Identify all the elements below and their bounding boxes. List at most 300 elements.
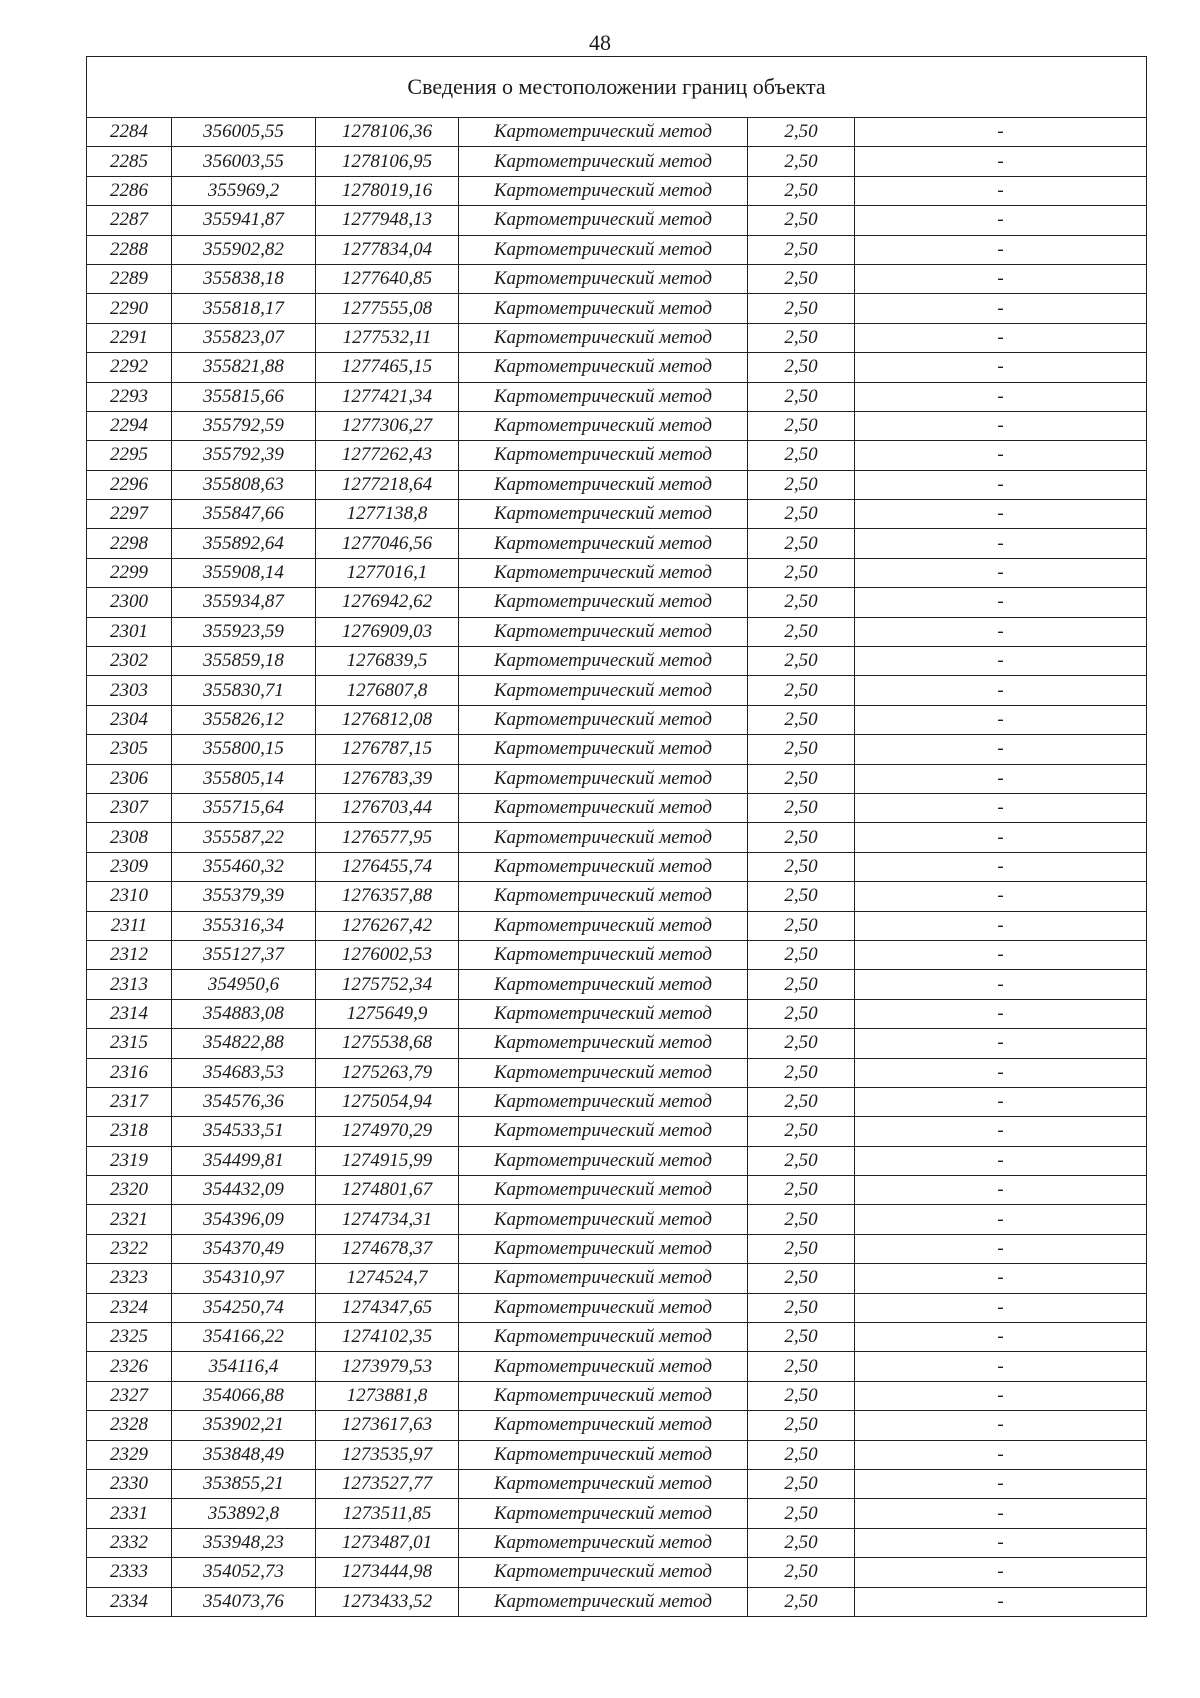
- method-cell: Картометрический метод: [459, 852, 748, 881]
- point-number-cell: 2286: [87, 176, 172, 205]
- x-coordinate-cell: 355838,18: [172, 264, 316, 293]
- table-row: [87, 118, 1147, 147]
- x-coordinate-cell: 355941,87: [172, 206, 316, 235]
- y-coordinate-cell: 1277218,64: [316, 470, 459, 499]
- method-cell: Картометрический метод: [459, 1411, 748, 1440]
- y-coordinate-cell: 1274347,65: [316, 1293, 459, 1322]
- method-cell: Картометрический метод: [459, 147, 748, 176]
- description-cell: -: [855, 1558, 1147, 1587]
- description-cell: -: [855, 852, 1147, 881]
- x-coordinate-cell: 355808,63: [172, 470, 316, 499]
- method-cell: Картометрический метод: [459, 940, 748, 969]
- accuracy-cell: 2,50: [748, 676, 855, 705]
- method-cell: Картометрический метод: [459, 1029, 748, 1058]
- y-coordinate-cell: 1277046,56: [316, 529, 459, 558]
- point-number-cell: 2331: [87, 1499, 172, 1528]
- method-cell: Картометрический метод: [459, 206, 748, 235]
- point-number-cell: 2287: [87, 206, 172, 235]
- point-number-cell: 2291: [87, 323, 172, 352]
- accuracy-cell: 2,50: [748, 1587, 855, 1616]
- accuracy-cell: 2,50: [748, 558, 855, 587]
- x-coordinate-cell: 353948,23: [172, 1528, 316, 1557]
- x-coordinate-cell: 354499,81: [172, 1146, 316, 1175]
- x-coordinate-cell: 354073,76: [172, 1587, 316, 1616]
- point-number-cell: 2317: [87, 1087, 172, 1116]
- y-coordinate-cell: 1274915,99: [316, 1146, 459, 1175]
- method-cell: Картометрический метод: [459, 323, 748, 352]
- x-coordinate-cell: 354066,88: [172, 1381, 316, 1410]
- point-number-cell: 2326: [87, 1352, 172, 1381]
- description-cell: -: [855, 1117, 1147, 1146]
- table-row: [87, 1029, 1147, 1058]
- point-number-cell: 2320: [87, 1176, 172, 1205]
- x-coordinate-cell: 355821,88: [172, 353, 316, 382]
- point-number-cell: 2285: [87, 147, 172, 176]
- method-cell: Картометрический метод: [459, 441, 748, 470]
- table-row: [87, 1587, 1147, 1616]
- method-cell: Картометрический метод: [459, 882, 748, 911]
- table-row: [87, 823, 1147, 852]
- point-number-cell: 2300: [87, 588, 172, 617]
- method-cell: Картометрический метод: [459, 176, 748, 205]
- accuracy-cell: 2,50: [748, 1528, 855, 1557]
- accuracy-cell: 2,50: [748, 1264, 855, 1293]
- point-number-cell: 2321: [87, 1205, 172, 1234]
- description-cell: -: [855, 588, 1147, 617]
- x-coordinate-cell: 354166,22: [172, 1323, 316, 1352]
- description-cell: -: [855, 617, 1147, 646]
- table-row: [87, 911, 1147, 940]
- description-cell: -: [855, 999, 1147, 1028]
- y-coordinate-cell: 1274801,67: [316, 1176, 459, 1205]
- table-body: [87, 118, 1147, 1617]
- x-coordinate-cell: 354116,4: [172, 1352, 316, 1381]
- x-coordinate-cell: 355800,15: [172, 735, 316, 764]
- method-cell: Картометрический метод: [459, 823, 748, 852]
- y-coordinate-cell: 1276942,62: [316, 588, 459, 617]
- table-row: [87, 999, 1147, 1028]
- y-coordinate-cell: 1276455,74: [316, 852, 459, 881]
- y-coordinate-cell: 1273487,01: [316, 1528, 459, 1557]
- y-coordinate-cell: 1273444,98: [316, 1558, 459, 1587]
- method-cell: Картометрический метод: [459, 617, 748, 646]
- table-row: [87, 1146, 1147, 1175]
- accuracy-cell: 2,50: [748, 1440, 855, 1469]
- description-cell: -: [855, 558, 1147, 587]
- table-row: [87, 1440, 1147, 1469]
- point-number-cell: 2333: [87, 1558, 172, 1587]
- method-cell: Картометрический метод: [459, 1146, 748, 1175]
- description-cell: -: [855, 970, 1147, 999]
- table-row: [87, 441, 1147, 470]
- method-cell: Картометрический метод: [459, 1352, 748, 1381]
- y-coordinate-cell: 1277555,08: [316, 294, 459, 323]
- y-coordinate-cell: 1276703,44: [316, 793, 459, 822]
- y-coordinate-cell: 1275649,9: [316, 999, 459, 1028]
- y-coordinate-cell: 1276787,15: [316, 735, 459, 764]
- y-coordinate-cell: 1274102,35: [316, 1323, 459, 1352]
- table-row: [87, 764, 1147, 793]
- x-coordinate-cell: 355792,39: [172, 441, 316, 470]
- table-row: [87, 1528, 1147, 1557]
- table-row: [87, 1323, 1147, 1352]
- method-cell: Картометрический метод: [459, 1499, 748, 1528]
- point-number-cell: 2310: [87, 882, 172, 911]
- description-cell: -: [855, 118, 1147, 147]
- method-cell: Картометрический метод: [459, 676, 748, 705]
- accuracy-cell: 2,50: [748, 1293, 855, 1322]
- table-row: [87, 705, 1147, 734]
- y-coordinate-cell: 1274970,29: [316, 1117, 459, 1146]
- y-coordinate-cell: 1276577,95: [316, 823, 459, 852]
- table-row: [87, 647, 1147, 676]
- accuracy-cell: 2,50: [748, 118, 855, 147]
- description-cell: -: [855, 882, 1147, 911]
- description-cell: -: [855, 1205, 1147, 1234]
- y-coordinate-cell: 1277262,43: [316, 441, 459, 470]
- description-cell: -: [855, 764, 1147, 793]
- description-cell: -: [855, 1264, 1147, 1293]
- method-cell: Картометрический метод: [459, 558, 748, 587]
- description-cell: -: [855, 206, 1147, 235]
- description-cell: -: [855, 1440, 1147, 1469]
- point-number-cell: 2323: [87, 1264, 172, 1293]
- x-coordinate-cell: 356005,55: [172, 118, 316, 147]
- x-coordinate-cell: 355826,12: [172, 705, 316, 734]
- point-number-cell: 2311: [87, 911, 172, 940]
- y-coordinate-cell: 1277138,8: [316, 500, 459, 529]
- accuracy-cell: 2,50: [748, 1058, 855, 1087]
- table-row: [87, 882, 1147, 911]
- x-coordinate-cell: 355859,18: [172, 647, 316, 676]
- table-row: [87, 1264, 1147, 1293]
- method-cell: Картометрический метод: [459, 470, 748, 499]
- method-cell: Картометрический метод: [459, 970, 748, 999]
- accuracy-cell: 2,50: [748, 235, 855, 264]
- x-coordinate-cell: 355460,32: [172, 852, 316, 881]
- description-cell: -: [855, 147, 1147, 176]
- y-coordinate-cell: 1275263,79: [316, 1058, 459, 1087]
- table-row: [87, 1117, 1147, 1146]
- point-number-cell: 2295: [87, 441, 172, 470]
- accuracy-cell: 2,50: [748, 1323, 855, 1352]
- x-coordinate-cell: 355715,64: [172, 793, 316, 822]
- accuracy-cell: 2,50: [748, 647, 855, 676]
- point-number-cell: 2328: [87, 1411, 172, 1440]
- table-row: [87, 676, 1147, 705]
- accuracy-cell: 2,50: [748, 470, 855, 499]
- method-cell: Картометрический метод: [459, 1234, 748, 1263]
- description-cell: -: [855, 1323, 1147, 1352]
- y-coordinate-cell: 1277016,1: [316, 558, 459, 587]
- x-coordinate-cell: 355969,2: [172, 176, 316, 205]
- accuracy-cell: 2,50: [748, 970, 855, 999]
- accuracy-cell: 2,50: [748, 1469, 855, 1498]
- accuracy-cell: 2,50: [748, 147, 855, 176]
- x-coordinate-cell: 353848,49: [172, 1440, 316, 1469]
- accuracy-cell: 2,50: [748, 323, 855, 352]
- method-cell: Картометрический метод: [459, 294, 748, 323]
- description-cell: -: [855, 1352, 1147, 1381]
- table-row: [87, 1352, 1147, 1381]
- accuracy-cell: 2,50: [748, 1234, 855, 1263]
- point-number-cell: 2319: [87, 1146, 172, 1175]
- method-cell: Картометрический метод: [459, 999, 748, 1028]
- method-cell: Картометрический метод: [459, 1469, 748, 1498]
- y-coordinate-cell: 1273433,52: [316, 1587, 459, 1616]
- y-coordinate-cell: 1276267,42: [316, 911, 459, 940]
- method-cell: Картометрический метод: [459, 353, 748, 382]
- description-cell: -: [855, 1499, 1147, 1528]
- page-number: 48: [589, 30, 611, 55]
- y-coordinate-cell: 1276839,5: [316, 647, 459, 676]
- x-coordinate-cell: 355818,17: [172, 294, 316, 323]
- table-row: [87, 1058, 1147, 1087]
- method-cell: Картометрический метод: [459, 1440, 748, 1469]
- x-coordinate-cell: 355934,87: [172, 588, 316, 617]
- x-coordinate-cell: 354432,09: [172, 1176, 316, 1205]
- y-coordinate-cell: 1275054,94: [316, 1087, 459, 1116]
- x-coordinate-cell: 355923,59: [172, 617, 316, 646]
- accuracy-cell: 2,50: [748, 1029, 855, 1058]
- point-number-cell: 2307: [87, 793, 172, 822]
- description-cell: -: [855, 705, 1147, 734]
- accuracy-cell: 2,50: [748, 588, 855, 617]
- table-row: [87, 529, 1147, 558]
- method-cell: Картометрический метод: [459, 1293, 748, 1322]
- point-number-cell: 2304: [87, 705, 172, 734]
- point-number-cell: 2312: [87, 940, 172, 969]
- x-coordinate-cell: 355902,82: [172, 235, 316, 264]
- method-cell: Картометрический метод: [459, 1205, 748, 1234]
- table-row: [87, 1381, 1147, 1410]
- method-cell: Картометрический метод: [459, 1058, 748, 1087]
- accuracy-cell: 2,50: [748, 206, 855, 235]
- y-coordinate-cell: 1273535,97: [316, 1440, 459, 1469]
- y-coordinate-cell: 1273511,85: [316, 1499, 459, 1528]
- x-coordinate-cell: 355792,59: [172, 411, 316, 440]
- accuracy-cell: 2,50: [748, 1176, 855, 1205]
- accuracy-cell: 2,50: [748, 1499, 855, 1528]
- table-row: [87, 970, 1147, 999]
- method-cell: Картометрический метод: [459, 382, 748, 411]
- accuracy-cell: 2,50: [748, 882, 855, 911]
- table-row: [87, 852, 1147, 881]
- point-number-cell: 2324: [87, 1293, 172, 1322]
- point-number-cell: 2315: [87, 1029, 172, 1058]
- description-cell: -: [855, 441, 1147, 470]
- method-cell: Картометрический метод: [459, 1381, 748, 1410]
- point-number-cell: 2334: [87, 1587, 172, 1616]
- x-coordinate-cell: 354396,09: [172, 1205, 316, 1234]
- y-coordinate-cell: 1274678,37: [316, 1234, 459, 1263]
- y-coordinate-cell: 1278106,36: [316, 118, 459, 147]
- method-cell: Картометрический метод: [459, 764, 748, 793]
- x-coordinate-cell: 354950,6: [172, 970, 316, 999]
- point-number-cell: 2303: [87, 676, 172, 705]
- point-number-cell: 2293: [87, 382, 172, 411]
- y-coordinate-cell: 1274734,31: [316, 1205, 459, 1234]
- y-coordinate-cell: 1276909,03: [316, 617, 459, 646]
- description-cell: -: [855, 411, 1147, 440]
- point-number-cell: 2314: [87, 999, 172, 1028]
- table-title: Сведения о местоположении границ объекта: [87, 57, 1147, 118]
- point-number-cell: 2302: [87, 647, 172, 676]
- table-row: [87, 940, 1147, 969]
- description-cell: -: [855, 911, 1147, 940]
- x-coordinate-cell: 355127,37: [172, 940, 316, 969]
- coordinates-table-container: [86, 56, 1146, 1617]
- x-coordinate-cell: 354822,88: [172, 1029, 316, 1058]
- point-number-cell: 2318: [87, 1117, 172, 1146]
- description-cell: -: [855, 176, 1147, 205]
- table-title-row: [87, 57, 1147, 118]
- x-coordinate-cell: 353902,21: [172, 1411, 316, 1440]
- accuracy-cell: 2,50: [748, 1117, 855, 1146]
- accuracy-cell: 2,50: [748, 999, 855, 1028]
- point-number-cell: 2330: [87, 1469, 172, 1498]
- table-row: [87, 1087, 1147, 1116]
- accuracy-cell: 2,50: [748, 1558, 855, 1587]
- table-row: [87, 176, 1147, 205]
- table-row: [87, 1411, 1147, 1440]
- y-coordinate-cell: 1274524,7: [316, 1264, 459, 1293]
- point-number-cell: 2309: [87, 852, 172, 881]
- description-cell: -: [855, 793, 1147, 822]
- accuracy-cell: 2,50: [748, 1381, 855, 1410]
- point-number-cell: 2298: [87, 529, 172, 558]
- table-row: [87, 353, 1147, 382]
- point-number-cell: 2299: [87, 558, 172, 587]
- y-coordinate-cell: 1273527,77: [316, 1469, 459, 1498]
- description-cell: -: [855, 676, 1147, 705]
- description-cell: -: [855, 1293, 1147, 1322]
- table-row: [87, 1205, 1147, 1234]
- description-cell: -: [855, 353, 1147, 382]
- description-cell: -: [855, 235, 1147, 264]
- description-cell: -: [855, 1234, 1147, 1263]
- point-number-cell: 2292: [87, 353, 172, 382]
- x-coordinate-cell: 355823,07: [172, 323, 316, 352]
- x-coordinate-cell: 354052,73: [172, 1558, 316, 1587]
- table-row: [87, 1558, 1147, 1587]
- description-cell: -: [855, 1381, 1147, 1410]
- accuracy-cell: 2,50: [748, 441, 855, 470]
- method-cell: Картометрический метод: [459, 647, 748, 676]
- table-row: [87, 235, 1147, 264]
- method-cell: Картометрический метод: [459, 1087, 748, 1116]
- accuracy-cell: 2,50: [748, 617, 855, 646]
- table-row: [87, 588, 1147, 617]
- accuracy-cell: 2,50: [748, 1411, 855, 1440]
- table-row: [87, 500, 1147, 529]
- table-row: [87, 323, 1147, 352]
- description-cell: -: [855, 382, 1147, 411]
- x-coordinate-cell: 355892,64: [172, 529, 316, 558]
- description-cell: -: [855, 470, 1147, 499]
- y-coordinate-cell: 1277948,13: [316, 206, 459, 235]
- table-row: [87, 1176, 1147, 1205]
- description-cell: -: [855, 1528, 1147, 1557]
- accuracy-cell: 2,50: [748, 940, 855, 969]
- description-cell: -: [855, 1146, 1147, 1175]
- x-coordinate-cell: 354883,08: [172, 999, 316, 1028]
- description-cell: -: [855, 940, 1147, 969]
- x-coordinate-cell: 355805,14: [172, 764, 316, 793]
- point-number-cell: 2294: [87, 411, 172, 440]
- y-coordinate-cell: 1277306,27: [316, 411, 459, 440]
- accuracy-cell: 2,50: [748, 353, 855, 382]
- method-cell: Картометрический метод: [459, 529, 748, 558]
- table-row: [87, 411, 1147, 440]
- x-coordinate-cell: 355847,66: [172, 500, 316, 529]
- method-cell: Картометрический метод: [459, 911, 748, 940]
- x-coordinate-cell: 354250,74: [172, 1293, 316, 1322]
- point-number-cell: 2305: [87, 735, 172, 764]
- accuracy-cell: 2,50: [748, 793, 855, 822]
- point-number-cell: 2308: [87, 823, 172, 852]
- method-cell: Картометрический метод: [459, 500, 748, 529]
- y-coordinate-cell: 1275752,34: [316, 970, 459, 999]
- x-coordinate-cell: 353892,8: [172, 1499, 316, 1528]
- accuracy-cell: 2,50: [748, 705, 855, 734]
- point-number-cell: 2316: [87, 1058, 172, 1087]
- x-coordinate-cell: 355316,34: [172, 911, 316, 940]
- accuracy-cell: 2,50: [748, 852, 855, 881]
- method-cell: Картометрический метод: [459, 588, 748, 617]
- y-coordinate-cell: 1276357,88: [316, 882, 459, 911]
- description-cell: -: [855, 500, 1147, 529]
- accuracy-cell: 2,50: [748, 1205, 855, 1234]
- x-coordinate-cell: 354683,53: [172, 1058, 316, 1087]
- table-row: [87, 264, 1147, 293]
- x-coordinate-cell: 354576,36: [172, 1087, 316, 1116]
- description-cell: -: [855, 1469, 1147, 1498]
- table-row: [87, 147, 1147, 176]
- method-cell: Картометрический метод: [459, 1558, 748, 1587]
- method-cell: Картометрический метод: [459, 118, 748, 147]
- point-number-cell: 2329: [87, 1440, 172, 1469]
- description-cell: -: [855, 647, 1147, 676]
- description-cell: -: [855, 264, 1147, 293]
- method-cell: Картометрический метод: [459, 1264, 748, 1293]
- point-number-cell: 2327: [87, 1381, 172, 1410]
- y-coordinate-cell: 1278106,95: [316, 147, 459, 176]
- y-coordinate-cell: 1277421,34: [316, 382, 459, 411]
- x-coordinate-cell: 354310,97: [172, 1264, 316, 1293]
- point-number-cell: 2296: [87, 470, 172, 499]
- table-row: [87, 470, 1147, 499]
- y-coordinate-cell: 1275538,68: [316, 1029, 459, 1058]
- y-coordinate-cell: 1276783,39: [316, 764, 459, 793]
- point-number-cell: 2284: [87, 118, 172, 147]
- point-number-cell: 2325: [87, 1323, 172, 1352]
- description-cell: -: [855, 823, 1147, 852]
- accuracy-cell: 2,50: [748, 823, 855, 852]
- accuracy-cell: 2,50: [748, 264, 855, 293]
- y-coordinate-cell: 1273617,63: [316, 1411, 459, 1440]
- point-number-cell: 2288: [87, 235, 172, 264]
- table-row: [87, 382, 1147, 411]
- point-number-cell: 2301: [87, 617, 172, 646]
- y-coordinate-cell: 1277640,85: [316, 264, 459, 293]
- table-row: [87, 558, 1147, 587]
- x-coordinate-cell: 355587,22: [172, 823, 316, 852]
- accuracy-cell: 2,50: [748, 1087, 855, 1116]
- description-cell: -: [855, 1087, 1147, 1116]
- method-cell: Картометрический метод: [459, 1323, 748, 1352]
- point-number-cell: 2306: [87, 764, 172, 793]
